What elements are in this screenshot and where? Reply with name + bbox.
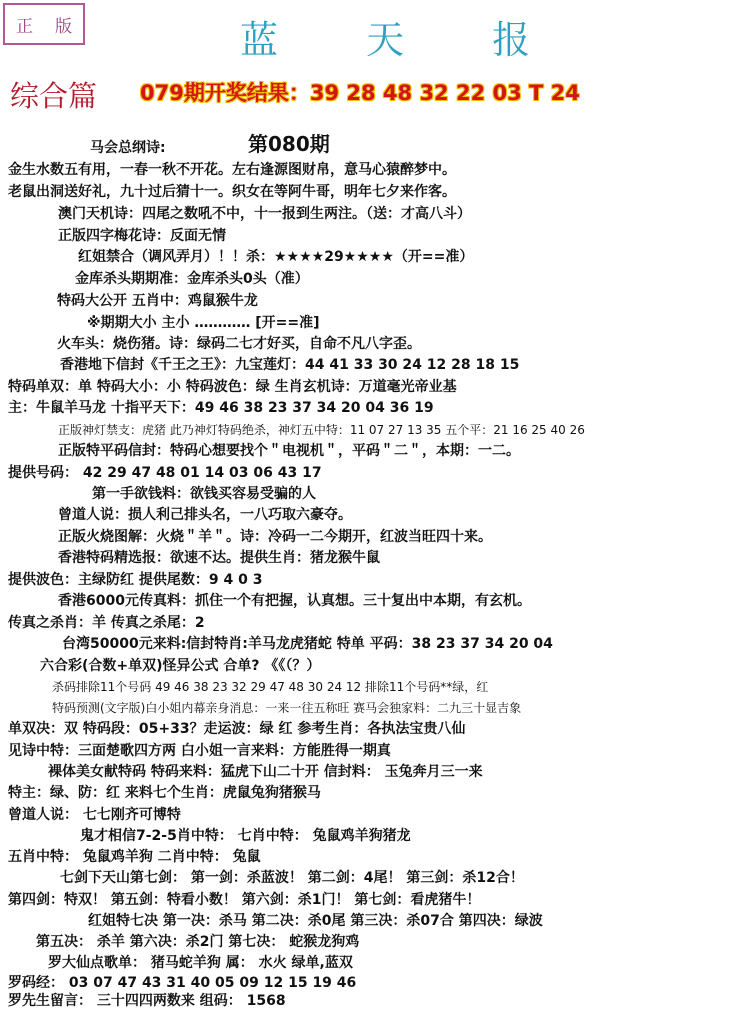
content-line: 台湾50000元来料:信封特肖:羊马龙虎猪蛇 特单 平码：38 23 37 34 20 04	[62, 636, 553, 652]
content-line: 正版神灯禁支：虎猪 此乃神灯特码绝杀，神灯五中特：11 07 27 13 35 五个平：21 16 25 40 26	[58, 423, 585, 437]
content-line: 香港地下信封《千王之王》：九宝莲灯：44 41 33 30 24 12 28 18 15	[60, 357, 520, 373]
content-line: 罗码经： 03 07 47 43 31 40 05 09 12 15 19 46	[8, 975, 357, 991]
content-line: 特码单双：单 特码大小：小 特码波色：绿 生肖玄机诗：万道毫光帝业基	[8, 379, 457, 395]
content-line: 五肖中特： 兔鼠鸡羊狗 二肖中特： 兔鼠	[8, 849, 261, 865]
content-line: 特主：绿、防：红 来料七个生肖：虎鼠兔狗猪猴马	[8, 785, 321, 801]
previous-result: 079期开奖结果：39 28 48 32 22 03 T 24	[140, 81, 580, 105]
content-line: 红姐禁合（调风弄月）！！杀：★★★★29★★★★（开==准）	[78, 249, 474, 265]
content-line: 主：牛鼠羊马龙 十指平天下：49 46 38 23 37 34 20 04 36 19	[8, 400, 434, 416]
content-line: 传真之杀肖：羊 传真之杀尾：2	[8, 615, 205, 631]
content-line: 正版火烧图解：火烧＂羊＂。诗：冷码一二今期开，红波当旺四十来。	[58, 529, 492, 545]
content-line: 老鼠出洞送好礼，九十过后猜十一。织女在等阿牛哥，明年七夕来作客。	[8, 184, 456, 200]
content-line: 罗大仙点歌单： 猪马蛇羊狗 属： 水火 绿单,蓝双	[48, 955, 353, 971]
content-line: 第一手欲钱料：欲钱买容易受骗的人	[92, 486, 316, 502]
section-title: 综合篇	[10, 79, 98, 113]
content-line: 第四剑：特双！ 第五剑：特看小数！ 第六剑：杀1门！ 第七剑：看虎猪牛！	[8, 892, 481, 908]
newspaper-title: 蓝 天 报	[240, 18, 569, 62]
content-line: 马会总纲诗:	[90, 140, 166, 156]
content-line: 红姐特七决 第一决：杀马 第二决：杀0尾 第三决：杀07合 第四决：绿波	[88, 913, 543, 929]
content-line: 提供号码： 42 29 47 48 01 14 03 06 43 17	[8, 465, 322, 481]
content-line: ※期期大小 主小 ………… [开==准]	[87, 315, 320, 331]
content-line: 特码大公开 五肖中：鸡鼠猴牛龙	[57, 293, 258, 309]
authentic-stamp	[3, 3, 85, 45]
content-line: 曾道人说：损人利己排头名，一八巧取六豪夺。	[58, 507, 352, 523]
content-line: 杀码排除11个号码 49 46 38 23 32 29 47 48 30 24 12 排除11个号码**绿，红	[52, 680, 489, 694]
content-line: 特码预测(文字版)白小姐内幕亲身消息：一来一往五称旺 赛马会独家料：二九三十显吉象	[52, 701, 522, 715]
content-line: 见诗中特：三面楚歌四方两 白小姐一言来料：方能胜得一期真	[8, 743, 391, 759]
content-line: 单双决：双 特码段：05+33？走运波：绿 红 参考生肖：各执法宝贵八仙	[8, 721, 466, 737]
content-line: 金生水数五有用，一春一秋不开花。左右逢源图财帛，意马心猿醉梦中。	[8, 162, 456, 178]
content-line: 七剑下天山第七剑： 第一剑：杀蓝波！ 第二剑：4尾！ 第三剑：杀12合！	[60, 870, 524, 886]
issue-number: 第080期	[248, 132, 330, 156]
content-line: 提供波色：主绿防红 提供尾数：9 4 0 3	[8, 572, 263, 588]
content-line: 正版特平码信封：特码心想要找个＂电视机＂，平码＂二＂，本期：一二。	[58, 443, 520, 459]
content-line: 曾道人说： 七七刚齐可博特	[8, 807, 181, 823]
stamp-char-right: 版	[55, 16, 72, 37]
content-line: 香港特码精选报：欲速不达。提供生肖：猪龙猴牛鼠	[58, 550, 380, 566]
content-line: 火车头：烧伤猪。诗：绿码二七才好买，自命不凡八字歪。	[57, 336, 421, 352]
content-line: 金库杀头期期准：金库杀头0头（准）	[75, 271, 309, 287]
content-line: 鬼才相信7-2-5肖中特： 七肖中特： 兔鼠鸡羊狗猪龙	[80, 828, 411, 844]
content-line: 六合彩(合数+单双)怪异公式 合单? 《《（？）	[40, 658, 321, 674]
content-line: 罗先生留言： 三十四四两数来 组码： 1568	[8, 993, 286, 1009]
content-line: 澳门天机诗：四尾之数吼不中，十一报到生两注。（送：才高八斗）	[58, 206, 471, 222]
content-line: 第五决： 杀羊 第六决：杀2门 第七决： 蛇猴龙狗鸡	[36, 934, 360, 950]
stamp-char-left: 正	[16, 16, 33, 37]
content-line: 正版四字梅花诗：反面无情	[58, 228, 226, 244]
content-line: 香港6000元传真料：抓住一个有把握，认真想。三十复出中本期，有玄机。	[58, 593, 531, 609]
content-line: 裸体美女献特码 特码来料：猛虎下山二十开 信封料： 玉兔奔月三一来	[48, 764, 483, 780]
